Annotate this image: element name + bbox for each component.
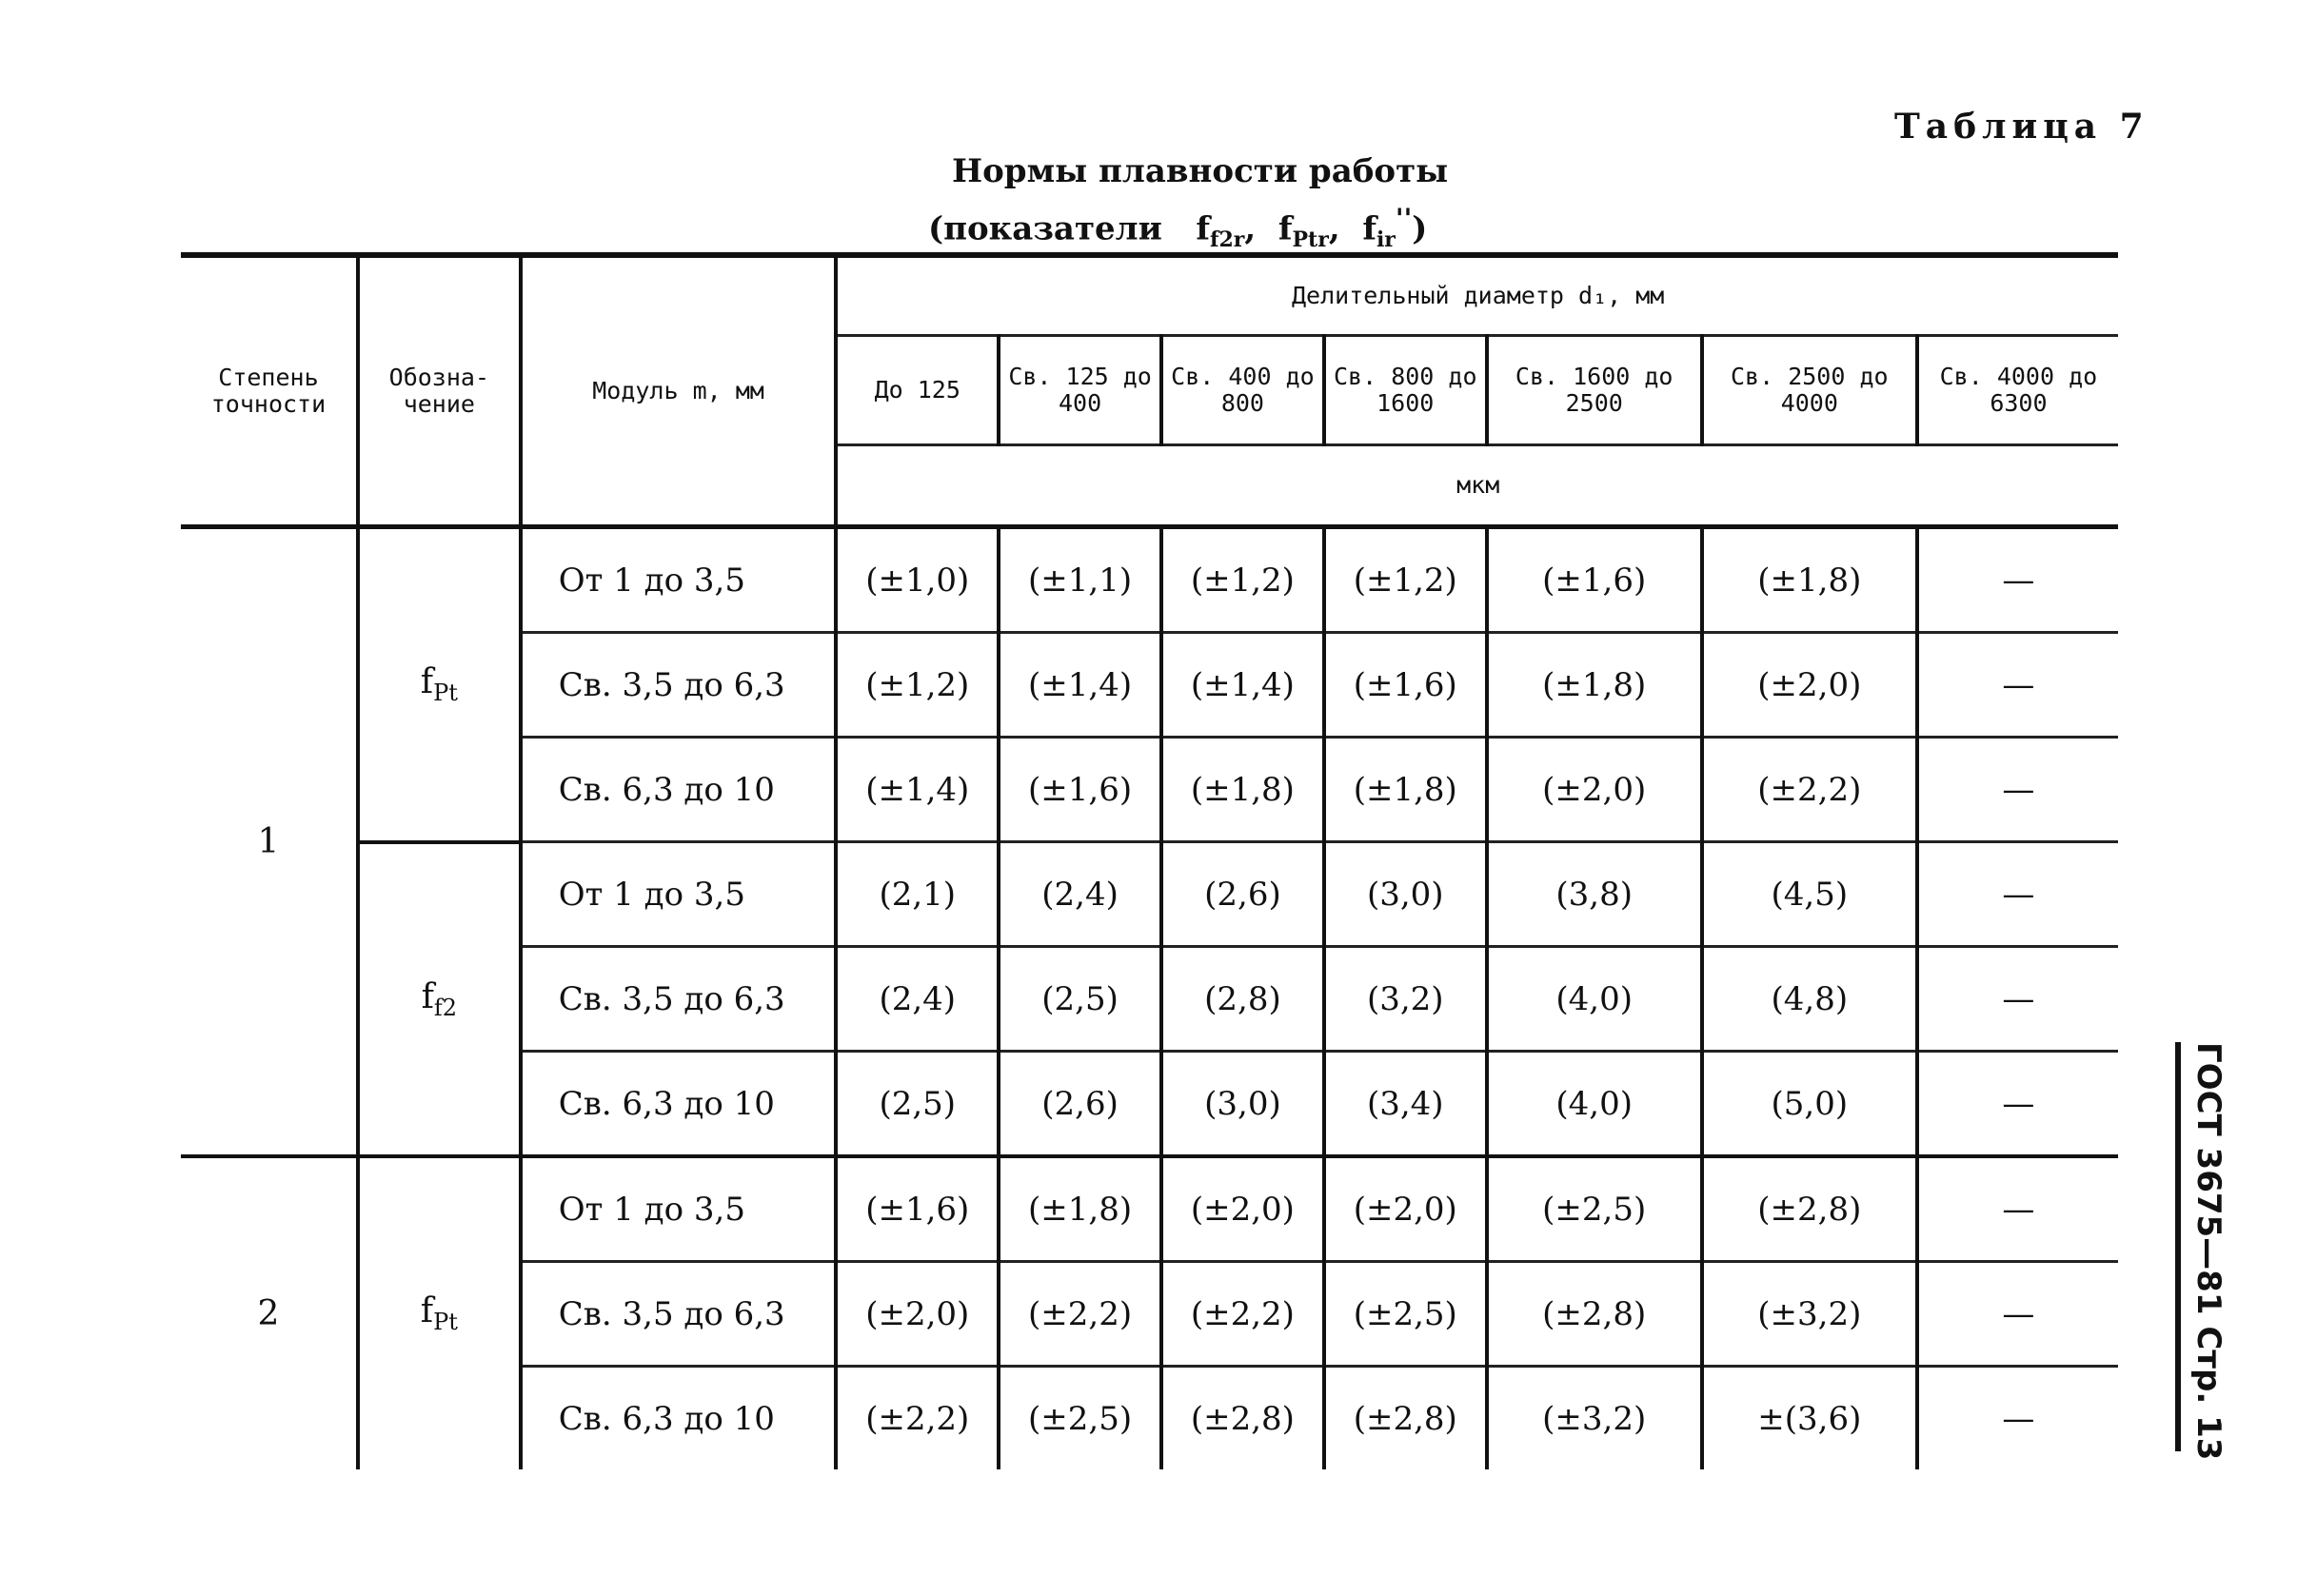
- header-range: Св. 400 до 800: [1161, 336, 1324, 445]
- value-cell: (2,5): [999, 947, 1161, 1052]
- header-range: Св. 125 до 400: [999, 336, 1161, 445]
- value-cell: (±1,0): [836, 527, 999, 633]
- value-cell: (±1,6): [999, 738, 1161, 842]
- header-range: Св. 1600 до 2500: [1487, 336, 1702, 445]
- value-cell: —: [1917, 1262, 2118, 1367]
- header-unit: мкм: [836, 445, 2118, 527]
- value-cell: (2,4): [836, 947, 999, 1052]
- subtitle-prefix: (показатели: [928, 209, 1162, 248]
- value-cell: (2,6): [999, 1052, 1161, 1157]
- value-cell: (4,0): [1487, 1052, 1702, 1157]
- value-cell: (±3,2): [1702, 1262, 1917, 1367]
- value-cell: (3,2): [1324, 947, 1487, 1052]
- value-cell: (±2,8): [1702, 1156, 1917, 1262]
- module-cell: Св. 6,3 до 10: [521, 738, 837, 842]
- value-cell: —: [1917, 1367, 2118, 1470]
- table-number: Таблица 7: [1894, 107, 2149, 147]
- designation-cell: $f_{Pt}$: [358, 527, 521, 842]
- value-cell: (2,4): [999, 842, 1161, 947]
- value-cell: (±2,0): [836, 1262, 999, 1367]
- norms-table-container: [181, 252, 2118, 1469]
- value-cell: (±1,6): [1324, 633, 1487, 738]
- value-cell: (5,0): [1702, 1052, 1917, 1157]
- page-footer-stamp: [2175, 1042, 2232, 1461]
- value-cell: (±1,8): [1487, 633, 1702, 738]
- value-cell: (±3,2): [1487, 1367, 1702, 1470]
- value-cell: —: [1917, 738, 2118, 842]
- value-cell: (4,5): [1702, 842, 1917, 947]
- module-cell: Св. 3,5 до 6,3: [521, 947, 837, 1052]
- value-cell: (±1,8): [1161, 738, 1324, 842]
- value-cell: (±2,5): [1324, 1262, 1487, 1367]
- norms-table: [181, 252, 2118, 1469]
- value-cell: —: [1917, 527, 2118, 633]
- standard-page-reference: ГОСТ 3675—81 Стр. 13: [2189, 1042, 2228, 1461]
- value-cell: —: [1917, 633, 2118, 738]
- value-cell: (±1,2): [836, 633, 999, 738]
- module-cell: От 1 до 3,5: [521, 842, 837, 947]
- value-cell: (±2,8): [1161, 1367, 1324, 1470]
- value-cell: (3,8): [1487, 842, 1702, 947]
- value-cell: (±1,4): [1161, 633, 1324, 738]
- value-cell: (±2,0): [1324, 1156, 1487, 1262]
- header-diameter: Делительный диаметр d₁, мм: [836, 255, 2118, 336]
- value-cell: (±2,8): [1487, 1262, 1702, 1367]
- value-cell: (±2,0): [1161, 1156, 1324, 1262]
- value-cell: ±(3,6): [1702, 1367, 1917, 1470]
- value-cell: (4,0): [1487, 947, 1702, 1052]
- value-cell: (±1,6): [836, 1156, 999, 1262]
- value-cell: (±1,1): [999, 527, 1161, 633]
- value-cell: —: [1917, 842, 2118, 947]
- value-cell: (±1,8): [999, 1156, 1161, 1262]
- grade-cell: 2: [257, 1294, 280, 1333]
- value-cell: (±1,4): [836, 738, 999, 842]
- module-cell: От 1 до 3,5: [521, 527, 837, 633]
- header-module: Модуль m, мм: [521, 255, 837, 527]
- module-cell: Св. 6,3 до 10: [521, 1052, 837, 1157]
- value-cell: (±2,5): [1487, 1156, 1702, 1262]
- header-designation: Обозна-чение: [358, 255, 521, 527]
- value-cell: (3,4): [1324, 1052, 1487, 1157]
- value-cell: (±2,2): [999, 1262, 1161, 1367]
- module-cell: Св. 6,3 до 10: [521, 1367, 837, 1470]
- value-cell: (±2,2): [1702, 738, 1917, 842]
- value-cell: (4,8): [1702, 947, 1917, 1052]
- value-cell: (±2,8): [1324, 1367, 1487, 1470]
- grade-cell: 1: [181, 527, 358, 1157]
- module-cell: От 1 до 3,5: [521, 1156, 837, 1262]
- table-title: Нормы плавности работы: [952, 152, 1449, 190]
- value-cell: (3,0): [1324, 842, 1487, 947]
- value-cell: (±2,5): [999, 1367, 1161, 1470]
- value-cell: (±1,8): [1702, 527, 1917, 633]
- value-cell: (±2,2): [836, 1367, 999, 1470]
- value-cell: (±1,2): [1324, 527, 1487, 633]
- header-range: Св. 800 до 1600: [1324, 336, 1487, 445]
- header-grade: Степень точности: [181, 255, 358, 527]
- value-cell: (±1,2): [1161, 527, 1324, 633]
- value-cell: (2,1): [836, 842, 999, 947]
- value-cell: (±1,6): [1487, 527, 1702, 633]
- value-cell: (±2,0): [1702, 633, 1917, 738]
- value-cell: —: [1917, 1052, 2118, 1157]
- designation-cell: $f_{Pt}$: [358, 1156, 521, 1469]
- stamp-rule: [2175, 1042, 2181, 1451]
- module-cell: Св. 3,5 до 6,3: [521, 1262, 837, 1367]
- value-cell: (2,8): [1161, 947, 1324, 1052]
- value-cell: (2,6): [1161, 842, 1324, 947]
- value-cell: (±2,0): [1487, 738, 1702, 842]
- designation-cell: $f_{f2}$: [358, 842, 521, 1157]
- value-cell: —: [1917, 947, 2118, 1052]
- module-cell: Св. 3,5 до 6,3: [521, 633, 837, 738]
- value-cell: (3,0): [1161, 1052, 1324, 1157]
- table-subtitle: (показатели $f_{f2r}$, $f_{Ptr}$, $f_{ir}''$): [928, 202, 1428, 253]
- header-range: До 125: [836, 336, 999, 445]
- value-cell: —: [1917, 1156, 2118, 1262]
- value-cell: (±1,8): [1324, 738, 1487, 842]
- value-cell: (±2,2): [1161, 1262, 1324, 1367]
- header-range: Св. 2500 до 4000: [1702, 336, 1917, 445]
- value-cell: (±1,4): [999, 633, 1161, 738]
- value-cell: (2,5): [836, 1052, 999, 1157]
- header-range: Св. 4000 до 6300: [1917, 336, 2118, 445]
